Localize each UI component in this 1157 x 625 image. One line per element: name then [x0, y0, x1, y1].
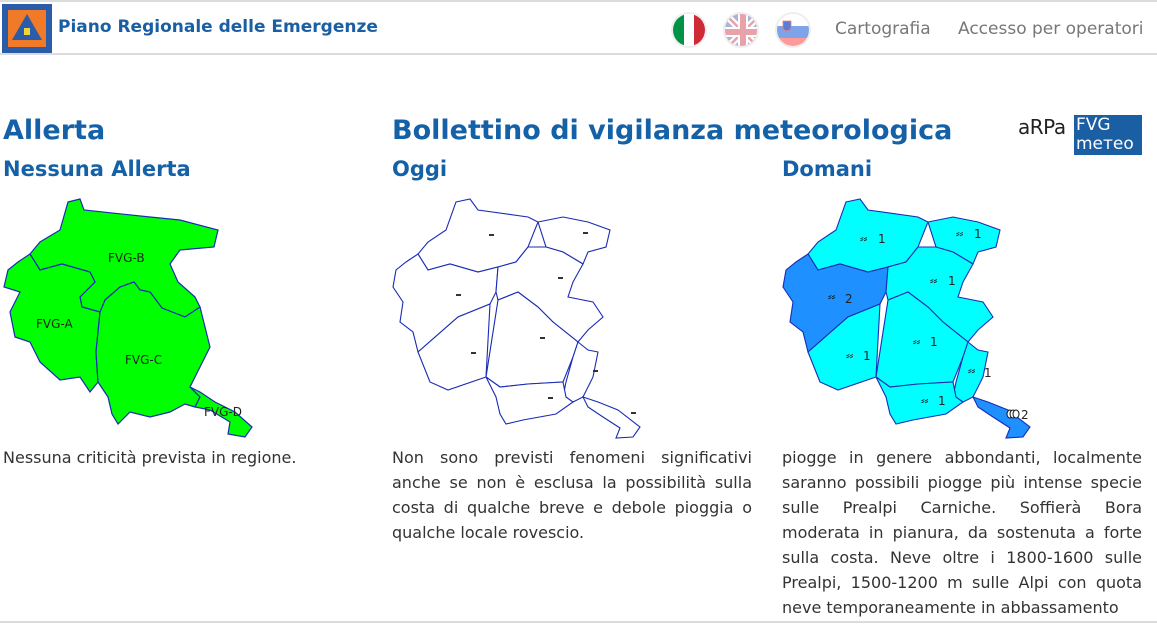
domani-value-4: 1 [948, 274, 956, 288]
flag-english-button[interactable] [723, 12, 759, 48]
allerta-map[interactable] [0, 192, 260, 442]
svg-text:⸗⸗: ⸗⸗ [930, 274, 938, 287]
zone-label-fvg-d: FVG-D [204, 405, 242, 419]
flag-slovenian-button[interactable] [775, 12, 811, 48]
zone-label-fvg-c: FVG-C [125, 353, 163, 367]
protezione-civile-logo[interactable] [2, 4, 52, 53]
svg-text:⸗⸗: ⸗⸗ [860, 232, 868, 245]
footer-divider [0, 621, 1157, 623]
oggi-zone-9 [583, 397, 640, 438]
oggi-description: Non sono previsti fenomeni significativi anche se non è esclusa la possibilità sulla costa di qualche breve e debole pioggia o qualche locale rovescio. [392, 448, 752, 542]
domani-value-8: 1 [938, 394, 946, 408]
domani-value-2: 1 [974, 227, 982, 241]
svg-text:⸗⸗: ⸗⸗ [913, 335, 921, 348]
fvg-logo-text: FVG [1076, 115, 1111, 135]
domani-value-7: 1 [984, 366, 992, 380]
meteo-logo-text: meтeo [1076, 134, 1134, 154]
svg-text:⸗⸗: ⸗⸗ [921, 394, 929, 407]
nav-link-cartografia[interactable]: Cartografia [835, 19, 931, 39]
svg-text:⸗⸗: ⸗⸗ [968, 364, 976, 377]
arpa-fvg-meteo-logo[interactable] [1018, 115, 1143, 157]
arpa-logo-text: aRPa [1018, 115, 1066, 139]
union-jack-icon [725, 14, 759, 48]
domani-map[interactable] [778, 192, 1043, 447]
logo-shield-icon [24, 28, 30, 35]
svg-text:⸗⸗: ⸗⸗ [828, 290, 836, 303]
allerta-description: Nessuna criticità prevista in regione. [3, 448, 297, 467]
domani-title: Domani [782, 157, 873, 181]
wind-icon [1007, 410, 1019, 418]
domani-value-9: 2 [1021, 408, 1029, 422]
oggi-title: Oggi [392, 157, 448, 181]
slovenian-flag-icon [777, 14, 811, 48]
oggi-map[interactable] [388, 192, 653, 447]
flag-green-stripe [673, 14, 684, 46]
domani-description: piogge in genere abbondanti, localmente saranno possibili piogge più intense specie sulle Prealpi Carniche. Soffierà Bora moderata in pianura, da sostenuta a forte sulla costa. Neve oltre i 1800-1600 sulle Prealpi, 1500-1200 m sulle Alpi con quota neve temporaneamente in abbassamento [782, 448, 1142, 617]
brand-title[interactable]: Piano Regionale delle Emergenze [58, 17, 378, 37]
domani-value-1: 1 [878, 232, 886, 246]
flag-italian-button[interactable] [671, 12, 707, 48]
nav-link-accesso-operatori[interactable]: Accesso per operatori [958, 19, 1144, 39]
allerta-title: Allerta [3, 115, 106, 146]
svg-text:⸗⸗: ⸗⸗ [846, 349, 854, 362]
flag-red-stripe [694, 14, 705, 46]
domani-value-3: 2 [845, 292, 853, 306]
flag-white-stripe [684, 14, 695, 46]
logo-triangle-icon [12, 14, 42, 40]
domani-value-5: 1 [930, 335, 938, 349]
navbar [0, 0, 1157, 55]
zone-label-fvg-b: FVG-B [108, 251, 145, 265]
bollettino-title: Bollettino di vigilanza meteorologica [392, 115, 953, 146]
svg-text:⸗⸗: ⸗⸗ [956, 227, 964, 240]
zone-label-fvg-a: FVG-A [36, 317, 73, 331]
domani-value-6: 1 [863, 349, 871, 363]
allerta-subtitle: Nessuna Allerta [3, 157, 191, 181]
fvg-meteo-box [1074, 115, 1142, 155]
